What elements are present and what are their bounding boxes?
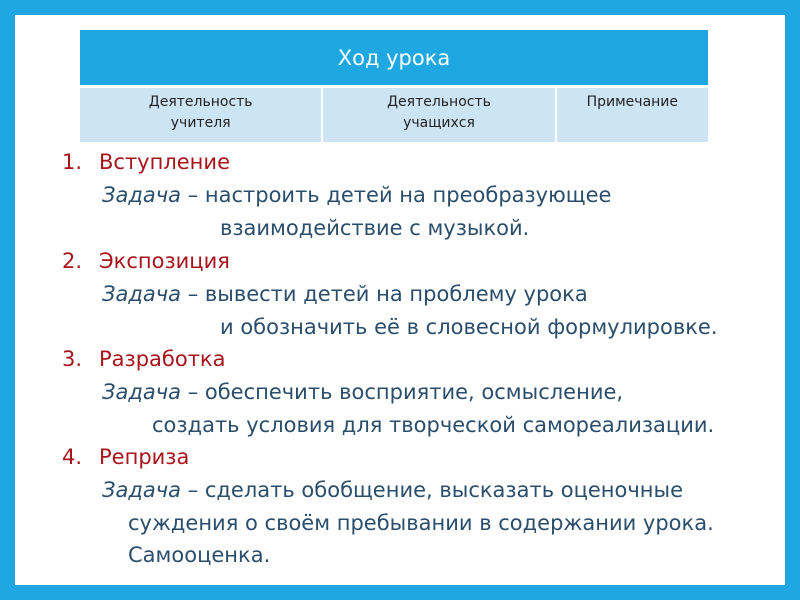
- stage-title-text: Экспозиция: [99, 249, 230, 273]
- task-text: Самооценка.: [128, 543, 271, 567]
- stage-task: [102, 478, 683, 502]
- stage-task: [102, 183, 611, 207]
- stage-title: [62, 249, 230, 273]
- stage-title: [62, 150, 230, 174]
- column-teacher-activity: Деятельность учителя: [80, 88, 321, 142]
- stage-title-text: Реприза: [99, 445, 190, 469]
- column-student-activity: Деятельность учащихся: [323, 88, 554, 142]
- task-text: суждения о своём пребывании в содержании урока.: [128, 511, 714, 535]
- task-text: создать условия для творческой самореализации.: [152, 413, 715, 437]
- column-notes: Примечание: [557, 88, 708, 142]
- stage-number: 4.: [62, 445, 83, 469]
- stage-title-text: Вступление: [99, 150, 230, 174]
- stage-task: [102, 282, 588, 306]
- stage-number: 1.: [62, 150, 83, 174]
- stage-number: 3.: [62, 347, 83, 371]
- lesson-table: [80, 30, 708, 142]
- task-label: Задача: [102, 282, 181, 306]
- task-label: Задача: [102, 380, 181, 404]
- task-label: Задача: [102, 478, 181, 502]
- stage-title: [62, 445, 189, 469]
- task-text: – вывести детей на проблему урока: [187, 282, 588, 306]
- table-header-row: [80, 88, 708, 142]
- task-text: – обеспечить восприятие, осмысление,: [187, 380, 624, 404]
- task-text: взаимодействие с музыкой.: [220, 216, 530, 240]
- slide: [15, 15, 785, 585]
- task-label: Задача: [102, 183, 181, 207]
- task-text: – настроить детей на преобразующее: [187, 183, 612, 207]
- stage-title: [62, 347, 225, 371]
- stage-title-text: Разработка: [99, 347, 226, 371]
- table-title: Ход урока: [80, 30, 708, 85]
- task-text: и обозначить её в словесной формулировке.: [220, 315, 718, 339]
- task-text: – сделать обобщение, высказать оценочные: [187, 478, 684, 502]
- stage-task: [102, 380, 623, 404]
- stage-number: 2.: [62, 249, 83, 273]
